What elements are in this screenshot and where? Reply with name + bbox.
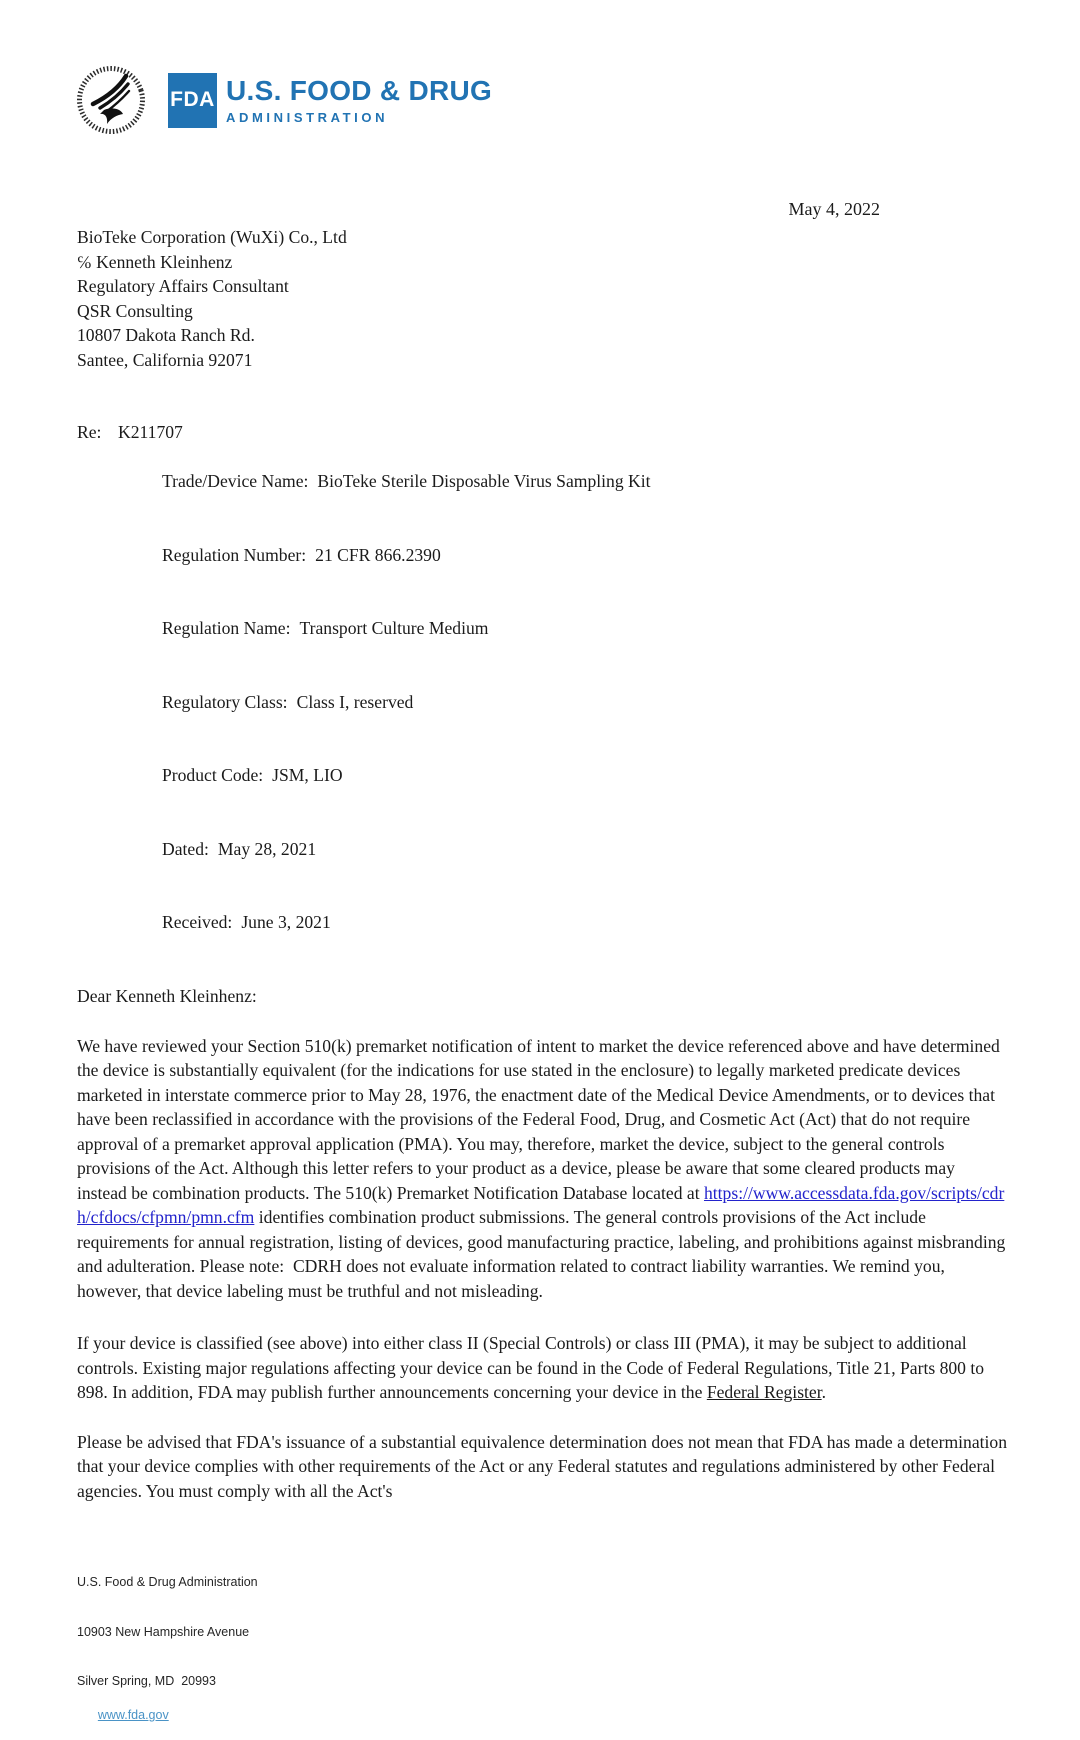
re-field-label: Regulation Number: <box>161 544 307 565</box>
federal-register-reference: Federal Register <box>706 1382 822 1402</box>
body-paragraph-2 <box>77 1331 1007 1405</box>
re-field-row <box>118 518 1007 592</box>
re-field-label: Dated: <box>161 838 209 859</box>
fda-wordmark-line1: U.S. FOOD & DRUG <box>226 74 493 106</box>
fda-wordmark-line2: ADMINISTRATION <box>226 109 389 125</box>
page-footer <box>77 1541 1007 1740</box>
paragraph-text: . <box>821 1382 827 1402</box>
submission-number: K211707 <box>118 422 183 442</box>
letter-date: May 4, 2022 <box>788 199 880 219</box>
recipient-line: ℅ Kenneth Kleinhenz <box>77 251 233 272</box>
footer-line: Silver Spring, MD 20993 <box>77 1674 216 1688</box>
fda-website-link[interactable]: www.fda.gov <box>97 1708 169 1722</box>
footer-line: 10903 New Hampshire Avenue <box>77 1624 250 1639</box>
recipient-line: Santee, California 92071 <box>77 349 253 370</box>
body-paragraph-1 <box>77 1034 1010 1304</box>
recipient-line: Regulatory Affairs Consultant <box>77 276 289 296</box>
salutation: Dear Kenneth Kleinhenz: <box>77 986 257 1006</box>
re-field-label: Product Code: <box>161 765 264 785</box>
fda-logo-icon <box>168 73 217 128</box>
re-field-value: Class I, reserved <box>296 691 414 712</box>
re-field-value: JSM, LIO <box>272 765 343 785</box>
re-field-value: June 3, 2021 <box>241 912 331 932</box>
recipient-line: QSR Consulting <box>77 300 193 321</box>
re-field-label: Regulatory Class: <box>161 691 288 712</box>
re-block <box>77 420 1007 959</box>
re-field-row <box>118 665 1007 739</box>
hhs-seal-icon <box>74 63 148 137</box>
re-field-label: Trade/Device Name: <box>161 471 309 491</box>
letter-content <box>0 197 1080 1740</box>
re-field-row <box>118 739 1007 813</box>
re-field-row <box>118 445 1007 519</box>
recipient-address-block <box>77 225 1007 372</box>
body-paragraph-3: Please be advised that FDA's issuance of a substantial equivalence determination does not mean that FDA has made a determination that your device complies with other requirements of the Act or any Federal statutes and regulations administered by other Federal agencies. You must comply with all the Act's <box>77 1431 1012 1501</box>
re-field-label: Regulation Name: <box>161 618 291 638</box>
re-field-row <box>118 592 1007 666</box>
paragraph-text: If your device is classified (see above) into either class II (Special Controls) or class III (PMA), it may be subject to additional controls. Existing major regulations affecting your device can be found in the Code of Federal Regulations, Title 21, Parts 800 to 898. In addition, FDA may publish further announcements concerning your device in the <box>77 1333 989 1402</box>
pmn-database-link[interactable]: https://www.accessdata.fda.gov/scripts/cdrh/cfdocs/cfpmn/pmn.cfm <box>77 1182 1005 1227</box>
re-heading <box>77 420 1007 445</box>
re-field-label: Received: <box>161 912 233 932</box>
re-fields <box>77 445 1007 960</box>
re-field-row <box>118 886 1007 960</box>
re-field-value: 21 CFR 866.2390 <box>315 544 441 565</box>
fda-logo-acronym: FDA <box>170 88 215 111</box>
paragraph-text: identifies combination product submissions. The general controls provisions of the Act include requirements for annual registration, listing of devices, good manufacturing practice, labeling, and prohibitions against misbranding and adulteration. Please note: CDRH does not evaluate information related to contract liability warranties. We remind you, however, that device labeling must be truthful and not misleading. <box>77 1207 1010 1301</box>
letterhead <box>0 0 1080 137</box>
re-field-row <box>118 812 1007 886</box>
footer-line: U.S. Food & Drug Administration <box>77 1575 258 1589</box>
fda-wordmark <box>226 76 492 125</box>
re-field-value: BioTeke Sterile Disposable Virus Sampling Kit <box>317 471 651 491</box>
recipient-line: BioTeke Corporation (WuXi) Co., Ltd <box>77 227 347 247</box>
re-field-value: Transport Culture Medium <box>299 618 489 638</box>
re-label: Re: <box>77 422 102 442</box>
recipient-line: 10807 Dakota Ranch Rd. <box>77 325 255 345</box>
re-field-value: May 28, 2021 <box>217 838 317 859</box>
paragraph-text: We have reviewed your Section 510(k) premarket notification of intent to market the device referenced above and have determined the device is substantially equivalent (for the indications for use stated in the enclosure) to legally marketed predicate devices marketed in interstate commerce prior to May 28, 1976, the enactment date of the Medical Device Amendments, or to devices that have been reclassified in accordance with the provisions of the Federal Food, Drug, and Cosmetic Act (Act) that do not require approval of a premarket approval application (PMA). You may, therefore, market the device, subject to the general controls provisions of the Act. Although this letter refers to your product as a device, please be aware that some cleared products may instead be combination products. The 510(k) Premarket Notification Database located at <box>77 1035 1005 1203</box>
